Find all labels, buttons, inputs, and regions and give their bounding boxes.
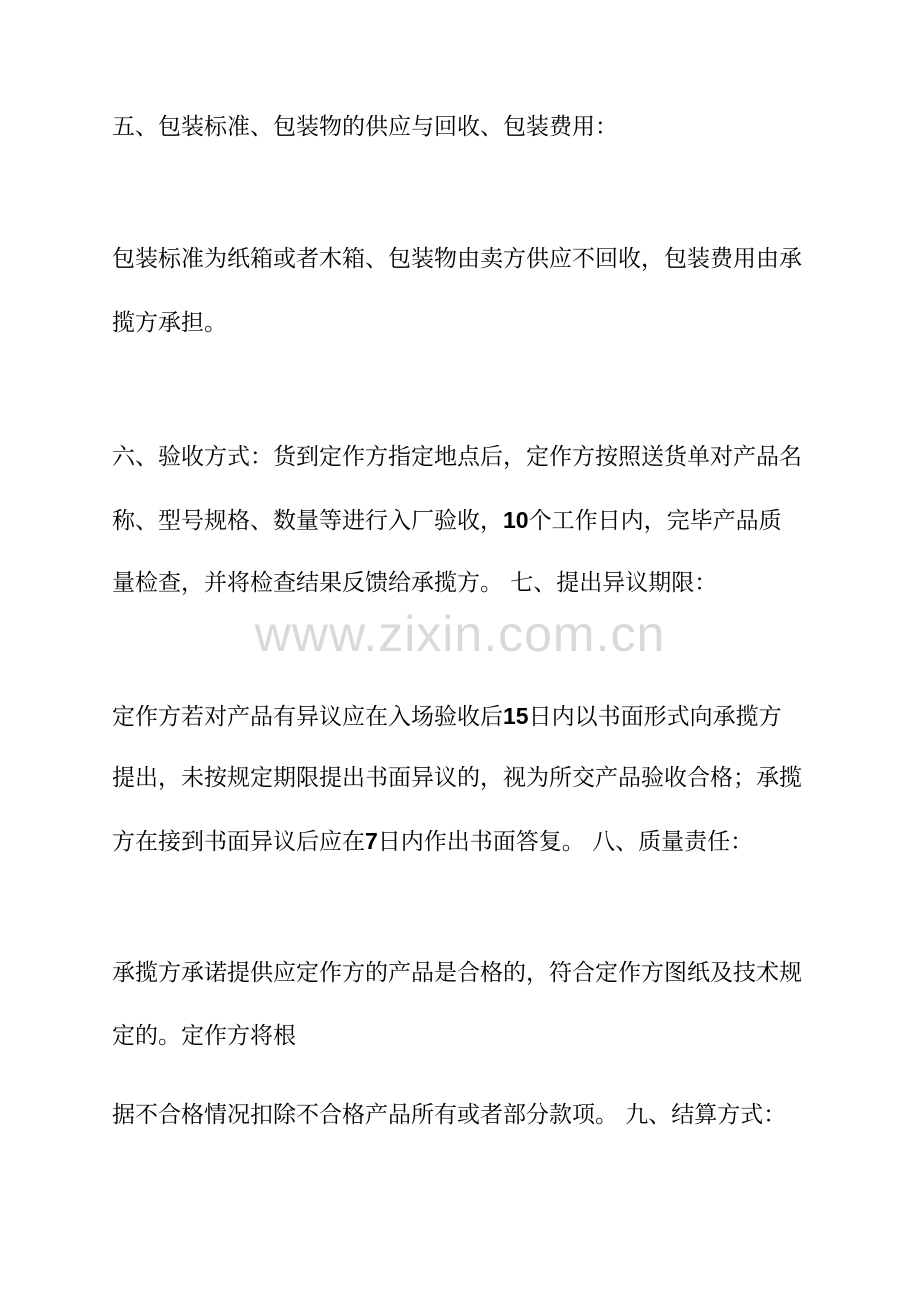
- paragraph-line: [112, 700, 812, 733]
- text-span: 日内以书面形式向承揽方: [528, 704, 782, 730]
- paragraph-line: 提出，未按规定期限提出书面异议的，视为所交产品验收合格；承揽: [112, 765, 802, 791]
- paragraph-line: 包装标准为纸箱或者木箱、包装物由卖方供应不回收，包装费用由承: [112, 246, 802, 272]
- paragraph-line: 揽方承担。: [112, 310, 227, 336]
- text-span: 称、型号规格、数量等进行入厂验收，: [112, 508, 503, 534]
- paragraph-line: 量检查，并将检查结果反馈给承揽方。 七、提出异议期限：: [112, 570, 718, 596]
- text-span: 定作方若对产品有异议应在入场验收后: [112, 704, 503, 730]
- text-span: 个工作日内，完毕产品质: [528, 508, 782, 534]
- number-span: 7: [365, 828, 378, 854]
- text-span: 方在接到书面异议后应在: [112, 829, 365, 855]
- section-6-line: 六、验收方式：货到定作方指定地点后，定作方按照送货单对产品名: [112, 444, 802, 470]
- paragraph-line: 承揽方承诺提供应定作方的产品是合格的，符合定作方图纸及技术规: [112, 960, 802, 986]
- number-span: 15: [503, 703, 529, 729]
- section-5-heading: 五、包装标准、包装物的供应与回收、包装费用：: [112, 114, 618, 140]
- text-span: 日内作出书面答复。 八、质量责任：: [377, 829, 754, 855]
- paragraph-line: [112, 825, 812, 858]
- paragraph-line: [112, 504, 812, 537]
- paragraph-line: 定的。定作方将根: [112, 1023, 296, 1049]
- paragraph-line: 据不合格情况扣除不合格产品所有或者部分款项。 九、结算方式：: [112, 1102, 787, 1128]
- watermark: www.zixin.com.cn: [254, 606, 666, 662]
- number-span: 10: [503, 507, 529, 533]
